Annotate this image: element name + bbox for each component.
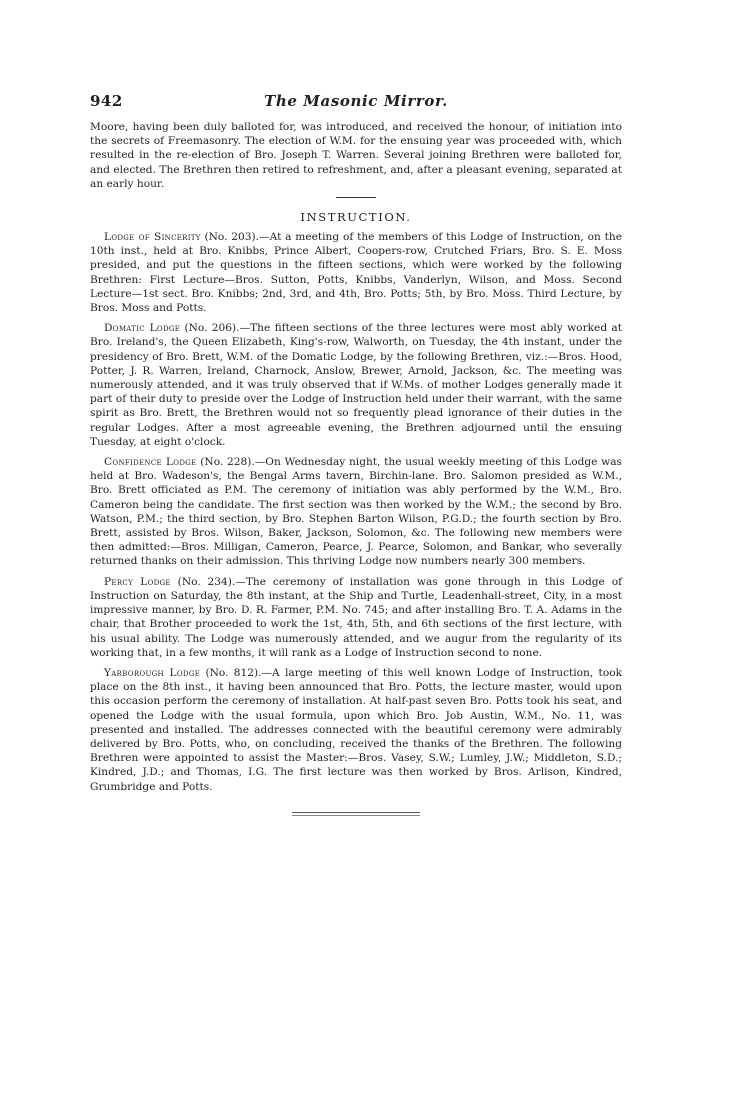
page-header	[90, 92, 622, 120]
magazine-page	[90, 92, 622, 816]
entry-paragraph-yarborough	[90, 666, 622, 794]
entry-paragraph-percy	[90, 575, 622, 660]
running-title: The Masonic Mirror.	[264, 92, 448, 110]
entry-paragraph-sincerity	[90, 230, 622, 315]
lodge-name: Lodge of Sincerity	[104, 231, 201, 244]
section-heading: INSTRUCTION.	[300, 210, 412, 225]
intro-paragraph: Moore, having been duly balloted for, was introduced, and received the honour, of initiation into the secrets of Freemasonry. The election of W.M. for the ensuing year was proceeded with, which resulted in the re-election of Bro. Joseph T. Warren. Several joining Brethren were balloted for, and elected. The Brethren then retired to refreshment, and, after a pleasant evening, separated at an early hour.	[90, 121, 622, 190]
lodge-name: Confidence Lodge	[104, 456, 197, 469]
entry-text: (No. 228).—On Wednesday night, the usual weekly meeting of this Lodge was held at Bro. Wadeson's, the Bengal Arms tavern, Birchin-lane. Bro. Salomon presided as W.M., Bro. Brett officiated as P.M. The ceremony of initiation was ably performed by the W.M., Bro. Cameron being the candidate. The first section was then worked by the W.M.; the second by Bro. Watson, P.M.; the third section, by Bro. Stephen Barton Wilson, P.G.D.; the fourth section by Bro. Brett, assisted by Bros. Wilson, Baker, Jackson, Solomon, &c. The following new members were then admitted:—Bros. Milligan, Cameron, Pearce, J. Pearce, Solomon, and Bankar, who severally returned thanks on their admission. This thriving Lodge now numbers nearly 300 members.	[90, 456, 622, 568]
entry-text: (No. 234).—The ceremony of installation was gone through in this Lodge of Instruction on Saturday, the 8th instant, at the Ship and Turtle, Leadenhall-street, City, in a most impressive manner, by Bro. D. R. Farmer, P.M. No. 745; and after installing Bro. T. A. Adams in the chair, that Brother proceeded to work the 1st, 4th, 5th, and 6th sections of the first lecture, with his usual ability. The Lodge was numerously attended, and we augur from the regularity of its working that, in a few months, it will rank as a Lodge of Instruction second to none.	[90, 575, 622, 659]
entry-text: (No. 203).—At a meeting of the members of this Lodge of Instruction, on the 10th inst., held at Bro. Knibbs, Prince Albert, Coopers-row, Crutched Friars, Bro. S. E. Moss presided, and put the questions in the fifteen sections, which were worked by the following Brethren: First Lecture—Bros. Sutton, Potts, Knibbs, Vanderlyn, Wilson, and Moss. Second Lecture—1st sect. Bro. Knibbs; 2nd, 3rd, and 4th, Bro. Potts; 5th, by Bro. Moss. Third Lecture, by Bros. Moss and Potts.	[90, 231, 622, 315]
lodge-name: Domatic Lodge	[104, 322, 181, 335]
page-number: 942	[90, 92, 123, 110]
entry-text: (No. 812).—A large meeting of this well known Lodge of Instruction, took place on the 8th inst., it having been announced that Bro. Potts, the lecture master, would upon this occasion perform the ceremony of installation. At half-past seven Bro. Potts took his seat, and opened the Lodge with the usual formula, upon which Bro. Job Austin, W.M., No. 11, was presented and installed. The addresses connected with the beautiful ceremony were admirably delivered by Bro. Potts, who, on concluding, received the thanks of the Brethren. The following Brethren were appointed to assist the Master:—Bros. Vasey, S.W.; Lumley, J.W.; Middleton, S.D.; Kindred, J.D.; and Thomas, I.G. The first lecture was then worked by Bros. Arlison, Kindred, Grumbridge and Potts.	[90, 666, 622, 793]
entry-paragraph-confidence	[90, 455, 622, 569]
end-rule	[292, 812, 420, 816]
section-divider	[336, 197, 376, 198]
entry-text: (No. 206).—The fifteen sections of the three lectures were most ably worked at Bro. Ireland's, the Queen Elizabeth, King's-row, Walworth, on Tuesday, the 4th instant, under the presidency of Bro. Brett, W.M. of the Domatic Lodge, by the following Brethren, viz.:—Bros. Hood, Potter, J. R. Warren, Ireland, Charnock, Anslow, Brewer, Arnold, Jackson, &c. The meeting was numerously attended, and it was truly observed that if W.Ms. of mother Lodges generally made it part of their duty to preside over the Lodge of Instruction held under their warrant, with the same spirit as Bro. Brett, the Brethren would not so frequently plead ignorance of their duties in the regular Lodges. After a most agreeable evening, the Brethren adjourned until the ensuing Tuesday, at eight o'clock.	[90, 322, 623, 448]
lodge-name: Percy Lodge	[104, 575, 171, 588]
entry-paragraph-domatic	[90, 321, 622, 449]
lodge-name: Yarborough Lodge	[104, 666, 201, 679]
